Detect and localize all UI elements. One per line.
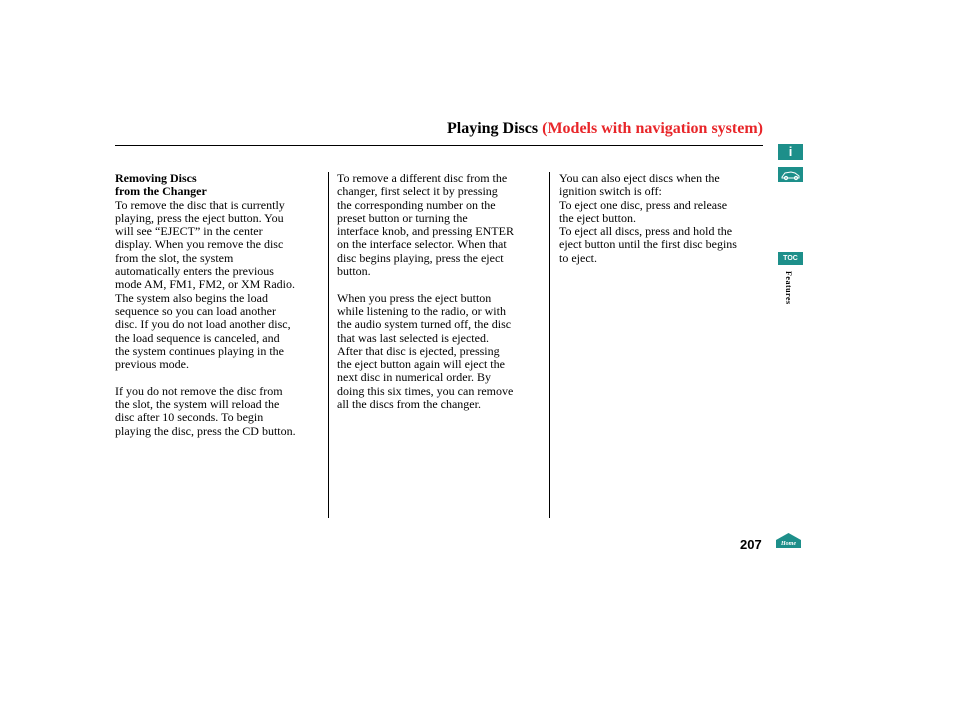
text-line: all the discs from the changer.: [337, 397, 481, 412]
text-line: that was last selected is ejected.: [337, 330, 489, 345]
text-line: the eject button again will eject the: [337, 357, 505, 372]
text-line: automatically enters the previous: [115, 264, 274, 279]
column-1: [115, 172, 325, 438]
text-line: while listening to the radio, or with: [337, 303, 506, 318]
column-3: [559, 172, 767, 265]
text-line: To eject all discs, press and hold the: [559, 224, 733, 239]
text-line: the audio system turned off, the disc: [337, 317, 512, 332]
text-line: If you do not remove the disc from: [115, 383, 283, 398]
title-subtitle: (Models with navigation system): [542, 120, 763, 137]
text-line: the eject button.: [559, 210, 636, 225]
section-label: Features: [784, 271, 793, 305]
text-line: the slot, the system will reload the: [115, 397, 280, 412]
page-number: 207: [740, 537, 762, 552]
column-divider: [549, 172, 550, 518]
text-line: the system continues playing in the: [115, 343, 284, 358]
text-line: preset button or turning the: [337, 210, 468, 225]
title-main: Playing Discs: [446, 120, 539, 137]
text-line: disc. If you do not load another disc,: [115, 317, 291, 332]
text-line: disc after 10 seconds. To begin: [115, 410, 264, 425]
text-line: doing this six times, you can remove: [337, 383, 514, 398]
text-line: will see “EJECT” in the center: [115, 224, 263, 239]
text-line: sequence so you can load another: [115, 303, 276, 318]
text-line: After that disc is ejected, pressing: [337, 343, 500, 358]
column-2: [337, 172, 543, 411]
header-rule: [115, 145, 763, 146]
toc-button[interactable]: [778, 252, 803, 265]
section-heading-line-1: Removing Discs: [115, 171, 197, 185]
page-title: [447, 120, 763, 138]
text-line: to eject.: [559, 250, 597, 265]
text-line: To eject one disc, press and release: [559, 197, 728, 212]
text-line: changer, first select it by pressing: [337, 184, 498, 199]
text-line: To remove a different disc from the: [337, 171, 508, 185]
text-line: When you press the eject button: [337, 290, 492, 305]
index-button[interactable]: [778, 167, 803, 182]
home-button[interactable]: [775, 532, 802, 549]
text-line: previous mode.: [115, 357, 189, 372]
text-line: eject button until the first disc begins: [559, 237, 737, 252]
text-line: button.: [337, 264, 371, 279]
text-line: next disc in numerical order. By: [337, 370, 491, 385]
text-line: on the interface selector. When that: [337, 237, 507, 252]
text-line: disc begins playing, press the eject: [337, 250, 504, 265]
text-line: playing the disc, press the CD button.: [115, 423, 296, 438]
column-divider: [328, 172, 329, 518]
text-line: the load sequence is canceled, and: [115, 330, 280, 345]
text-line: The system also begins the load: [115, 290, 268, 305]
section-heading-line-2: from the Changer: [115, 184, 207, 199]
info-button[interactable]: [778, 144, 803, 160]
home-label: Home: [781, 541, 796, 547]
text-line: playing, press the eject button. You: [115, 210, 284, 225]
text-line: To remove the disc that is currently: [115, 197, 285, 212]
text-line: the corresponding number on the: [337, 197, 496, 212]
text-line: You can also eject discs when the: [559, 171, 720, 185]
text-line: interface knob, and pressing ENTER: [337, 224, 514, 239]
toc-label: TOC: [783, 255, 798, 262]
text-line: from the slot, the system: [115, 250, 234, 265]
text-line: display. When you remove the disc: [115, 237, 284, 252]
text-line: ignition switch is off:: [559, 184, 662, 199]
text-line: mode AM, FM1, FM2, or XM Radio.: [115, 277, 296, 292]
car-index-icon: [778, 167, 803, 182]
info-icon: i: [788, 144, 793, 159]
